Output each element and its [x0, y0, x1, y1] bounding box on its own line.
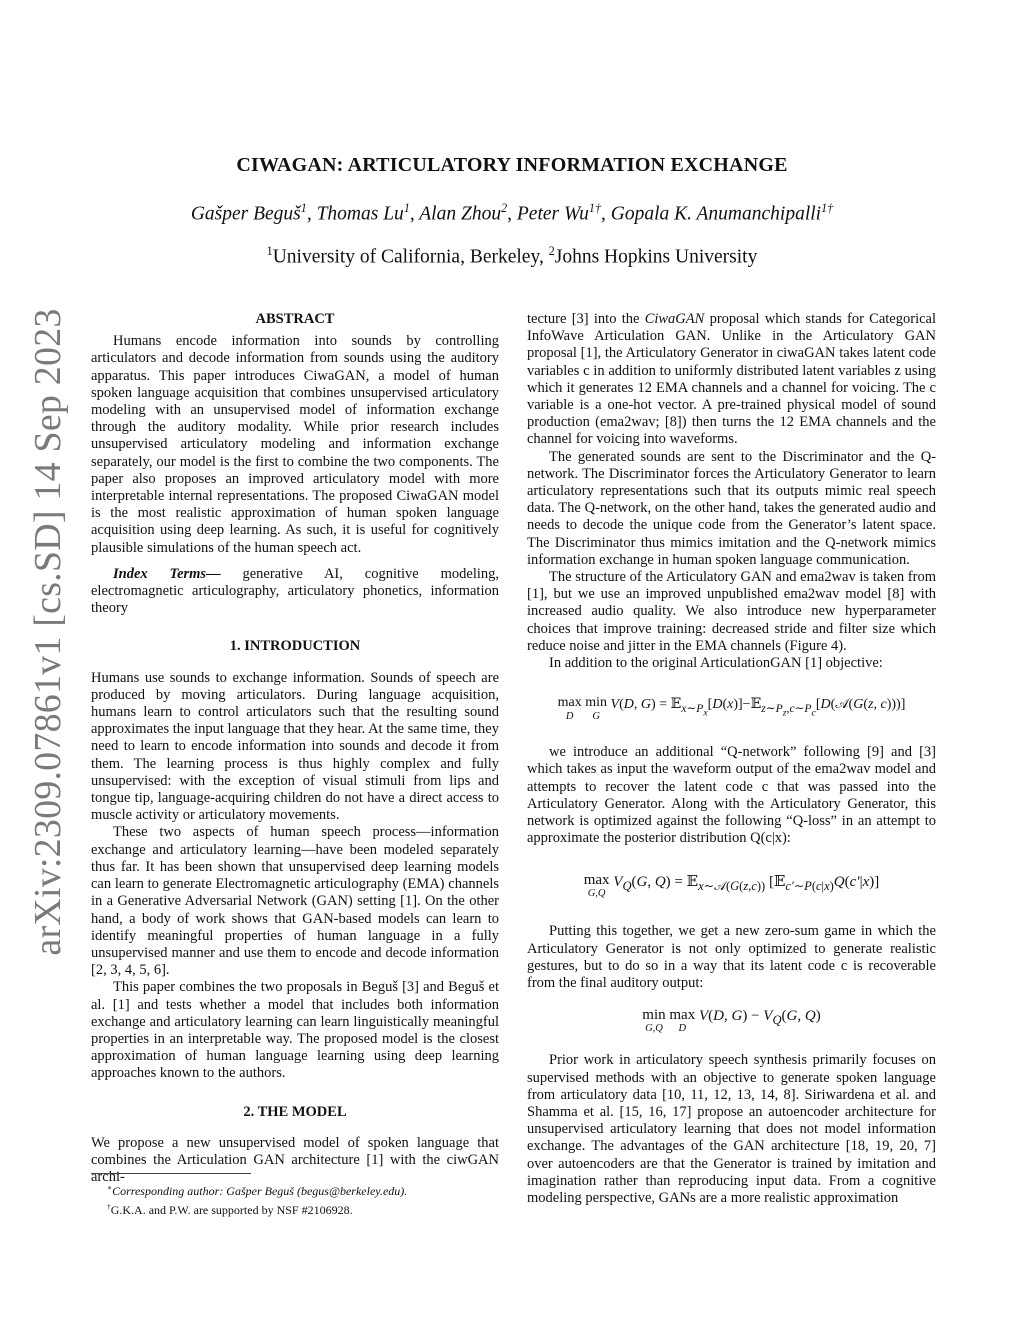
- affiliations: [0, 244, 1024, 269]
- author-affil-mark: 1†: [821, 201, 834, 215]
- abstract-heading: ABSTRACT: [255, 311, 335, 327]
- index-terms: [91, 566, 499, 618]
- text-run: tecture [3] into the: [527, 311, 645, 327]
- equation-zero-sum: min G,Q max D V(D, $G) - V_Q(G$, Q): [642, 1007, 821, 1035]
- author-affil-mark: 1: [403, 201, 410, 215]
- author-affil-mark: 1: [300, 201, 307, 215]
- model-name: CiwaGAN: [644, 311, 705, 327]
- right-column: [527, 311, 936, 1207]
- paragraph: Humans use sounds to exchange information. Sounds of speech are produced by moving articulators. During language acquisition, humans learn to control articulators such that the resulting sound approximates the input language that they hear. At the same time, they need to learn to encode information into sounds and decode it from them. The learning process is thus highly complex and fully unsupervised: with the exception of visual stimuli from lips and tongue tip, language-acquiring children do not have a direct access to muscle activity or articulatory movements.: [91, 669, 499, 824]
- section-heading-introduction: 1. INTRODUCTION: [229, 638, 361, 655]
- author-name: Peter Wu: [516, 203, 589, 225]
- abstract-text: Humans encode information into sounds by controlling articulators and decode information from sounds using the auditory apparatus. This paper introduces CiwaGAN, a model of human spoken language acquisition that combines unsupervised articulatory modeling with an unsupervised model of information exchange through the auditory modality. While prior research includes unsupervised articulatory modeling and information exchange separately, our model is the first to combine the two components. The paper also proposes an improved articulatory model with more interpretable internal representations. The proposed CiwaGAN model is the most realistic approximation of human spoken language acquisition using deep learning. As such, it is useful for cognitively plausible simulations of the human speech act.: [91, 333, 499, 556]
- paragraph: These two aspects of human speech process—information exchange and articulatory learning—have been modeled separately thus far. It has been shown that unsupervised deep learning models can learn to generate Electromagnetic articulography (EMA) channels in a Generative Adversarial Network (GAN) setting [1]. On the other hand, a body of work shows that GAN-based models can learn to identify meaningful properties of human language in a fully unsupervised manner and use them to encode and decode information [2, 3, 4, 5, 6].: [91, 824, 499, 979]
- author-list: Gašper Beguš$^1$, Thomas Lu$^1$, Alan Zhou$^2$, Peter $Wu^{1\dagger}$, Gopala K. Anumanchipalli$^{1\dagger}$: [190, 201, 834, 225]
- footnote-mark: †: [107, 1202, 111, 1211]
- affiliation: Johns Hopkins University: [554, 246, 758, 268]
- equation-gan-objective: max D min G V(D, G) = 𝔼$_{x\sim P_x}$[D(x)]−𝔼$_{z\sim P_z,c\sim P_c}$[D(𝒜(G(z, c)))]: [557, 695, 906, 723]
- footnotes: [107, 1180, 499, 1218]
- paragraph: The generated sounds are sent to the Discriminator and the Q-network. The Discriminator forces the Articulatory Generator to learn articulatory representations such that its outputs mimic real speech data. The Q-network, on the other hand, takes the generated audio and needs to decode the unique code from the Generator’s latent space. The Discriminator thus mimics imitation and the Q-network mimics information exchange in human spoken language communication.: [527, 448, 936, 568]
- left-column: [91, 311, 499, 1186]
- paragraph: Prior work in articulatory speech synthesis primarily focuses on supervised methods with an objective to generate spoken language from articulatory data [10, 11, 12, 13, 14, 8]. Siriwardena et al. and Shamma et al. [15, 16, 17] propose an autoencoder architecture for unsupervised articulatory learning that does not model information exchange. The advantages of the GAN architecture [18, 19, 20, 7] over autoencoders are that the Generator is trained by imitation and imagination rather than reproducing input data. From a cognitive modeling perspective, GANs are a more realistic approximation: [527, 1052, 936, 1206]
- footnote: [107, 1199, 499, 1218]
- paragraph: [527, 311, 936, 449]
- author-name: Gopala K. Anumanchipalli: [610, 203, 822, 225]
- paragraph: We propose a new unsupervised model of spoken language that combines the Articulation GAN architecture [1] with the ciwGAN archi-: [91, 1134, 499, 1186]
- footnote-divider: [91, 1173, 251, 1174]
- paragraph: we introduce an additional “Q-network” following [9] and [3] which takes as input the waveform output of the ema2wav model and attempts to recover the latent code c that was passed into the Articulatory Generator. Along with the Articulatory Generator, this network is optimized against the following “Q-loss” in an attempt to approximate the posterior distribution Q(c|x):: [527, 744, 936, 847]
- paragraph: The structure of the Articulatory GAN and ema2wav is taken from [1], but we use an improved unpublished ema2wav model [8] with increased audio quality. We also introduce new hyperparameter choices that improve training: decreased stride and filter size which reduce noise and jitter in the EMA channels (Figure 4).: [527, 569, 936, 654]
- affil-mark: 2: [548, 244, 555, 258]
- paragraph: This paper combines the two proposals in Beguš [3] and Beguš et al. [1] and tests whether a model that includes both information exchange and articulatory learning can learn linguistically meaningful properties in an interpretable way. The proposed model is the closest approximation of human language learning using deep learning approaches known to the authors.: [91, 979, 499, 1082]
- author-name: Gašper Beguš: [190, 203, 301, 225]
- abstract: [91, 333, 499, 617]
- author-name: Thomas Lu: [316, 203, 404, 225]
- paragraph: Putting this together, we get a new zero-sum game in which the Articulatory Generator is not only optimized to generate realistic gestures, but to do so in a way that its latent code c is recoverable from the final auditory output:: [527, 923, 936, 992]
- text-run: proposal which stands for Categorical InfoWave Articulation GAN. Unlike in the Articulatory GAN proposal [1], the Articulatory Generator in ciwaGAN takes latent code variables c in addition to uniformly distributed latent variables z using which it generates 12 EMA channels and a channel for voicing. The c variable is a one-hot vector. A pre-trained physical model of sound production (ema2wav; [8]) then turns the 12 EMA channels and the channel for voicing into waveforms.: [527, 311, 936, 448]
- index-terms-text: generative AI, cognitive modeling, electromagnetic articulography, articulatory phonetics, information theory: [91, 565, 500, 617]
- equation-q-loss: max G,Q $V_Q(G$, Q) = 𝔼$_{x\sim 𝒜(G(z,c))}$ [𝔼$_{c'\sim P(c|x)}$Q(c′|x)]: [583, 872, 880, 900]
- author-affil-mark: 1†: [588, 201, 601, 215]
- author-affil-mark: 2: [501, 201, 508, 215]
- affiliation: University of California, Berkeley,: [272, 246, 544, 268]
- author-name: Alan Zhou: [419, 203, 502, 225]
- paper-title: CIWAGAN: ARTICULATORY INFORMATION EXCHANGE: [236, 154, 788, 176]
- footnote: [107, 1180, 499, 1199]
- footnote-text: Corresponding author: Gašper Beguš (begus@berkeley.edu).: [112, 1184, 408, 1198]
- index-terms-label: Index Terms—: [113, 565, 221, 582]
- footnote-text: G.K.A. and P.W. are supported by NSF #2106928.: [110, 1203, 353, 1217]
- footnote-mark: ∗: [107, 1183, 113, 1192]
- affil-mark: 1: [266, 244, 273, 258]
- arxiv-identifier: arXiv:2309.07861v1 [cs.SD] 14 Sep 2023: [27, 308, 69, 956]
- paragraph: In addition to the original ArticulationGAN [1] objective:: [549, 655, 883, 672]
- section-heading-model: 2. THE MODEL: [243, 1103, 347, 1120]
